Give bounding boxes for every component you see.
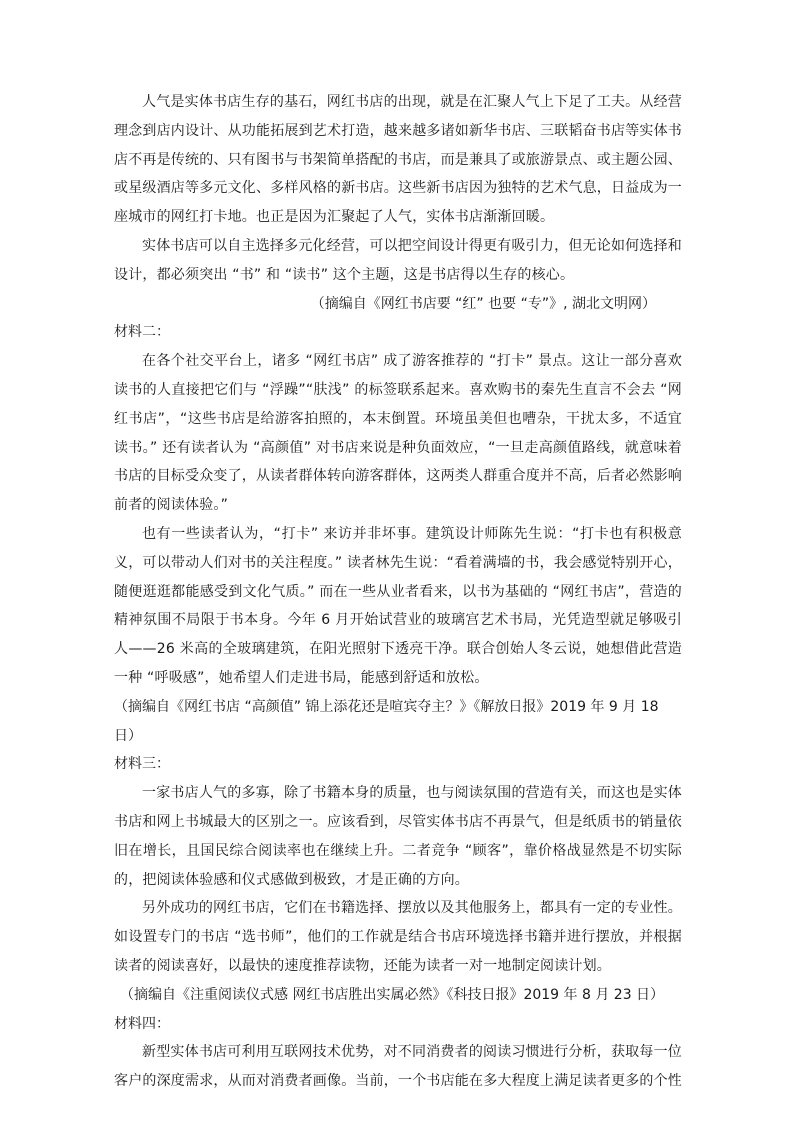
paragraph: 新型实体书店可利用互联网技术优势，对不同消费者的阅读习惯进行分析，获取每一位客户的深度需求，从而对消费者画像。当前，一个书店能在多大程度上满足读者更多的个性 xyxy=(114,1044,682,1090)
section-heading: 材料四： xyxy=(114,1015,170,1032)
paragraph: 实体书店可以自主选择多元化经营，可以把空间设计得更有吸引力，但无论如何选择和设计，都必须突出 “书” 和 “读书” 这个主题，这是书店得以生存的核心。 xyxy=(114,237,682,283)
section-heading: 材料二： xyxy=(114,324,170,341)
source-citation: （摘编自《网红书店要 “红” 也要 “专”》, 湖北文明网） xyxy=(310,295,656,312)
paragraph: 一家书店人气的多寡，除了书籍本身的质量，也与阅读氛围的营造有关，而这也是实体书店和网上书城最大的区别之一。应该看到，尽管实体书店不再景气，但是纸质书的销量依旧在增长，且国民综合阅读率也在继续上升。二者竞争 “顾客”，靠价格战显然是不切实际的，把阅读体验感和仪式感做到极致，才是正确的方向。 xyxy=(114,785,682,888)
paragraph: 在各个社交平台上，诸多 “网红书店” 成了游客推荐的 “打卡” 景点。这让一部分喜欢读书的人直接把它们与 “浮躁”“肤浅” 的标签联系起来。喜欢购书的秦先生直言不会去 “网红书店”，“这些书店是给游客拍照的，本末倒置。环境虽美但也嘈杂，干扰太多，不适宜读书。” 还有读者认为 “高颜值” 对书店来说是种负面效应，“一旦走高颜值路线，就意味着书店的目标受众变了，从读者群体转向游客群体，这两类人群重合度并不高，后者必然影响前者的阅读体验。” xyxy=(114,353,682,514)
material-3 xyxy=(114,750,682,1009)
paragraph: 另外成功的网红书店，它们在书籍选择、摆放以及其他服务上，都具有一定的专业性。如设置专门的书店 “选书师”，他们的工作就是结合书店环境选择书籍并进行摆放，并根据读者的阅读喜好，以最快的速度推荐读物，还能为读者一对一地制定阅读计划。 xyxy=(114,900,682,974)
paragraph: 人气是实体书店生存的基石，网红书店的出现，就是在汇聚人气上下足了工夫。从经营理念到店内设计、从功能拓展到艺术打造，越来越多诸如新华书店、三联韬奋书店等实体书店不再是传统的、只有图书与书架简单搭配的书店，而是兼具了或旅游景点、或主题公园、或星级酒店等多元文化、多样风格的新书店。这些新书店因为独特的艺术气息，日益成为一座城市的网红打卡地。也正是因为汇聚起了人气，实体书店渐渐回暖。 xyxy=(114,94,682,226)
document-page xyxy=(114,88,682,1096)
source-citation: （摘编自《注重阅读仪式感 网红书店胜出实属必然》《科技日报》2019 年 8 月 23 日） xyxy=(120,986,665,1003)
material-2 xyxy=(114,318,682,750)
paragraph: 也有一些读者认为，“打卡” 来访并非坏事。建筑设计师陈先生说：“打卡也有积极意义，可以带动人们对书的关注程度。” 读者林先生说：“看着满墙的书，我会感觉特别开心，随便逛逛都能感受到文化气质。” 而在一些从业者看来，以书为基础的 “网红书店”，营造的精神氛围不局限于书本身。今年 6 月开始试营业的玻璃宫艺术书局，光凭造型就足够吸引人——26 米高的全玻璃建筑，在阳光照射下透亮干净。联合创始人冬云说，她想借此营造一种 “呼吸感”，她希望人们走进书局，能感到舒适和放松。 xyxy=(114,525,682,686)
source-citation: （摘编自《网红书店 “高颜值” 锦上添花还是喧宾夺主？》《解放日报》2019 年 9 月 18 日） xyxy=(114,698,659,744)
section-heading: 材料三： xyxy=(114,756,170,773)
material-1 xyxy=(114,88,682,318)
material-4 xyxy=(114,1010,682,1096)
